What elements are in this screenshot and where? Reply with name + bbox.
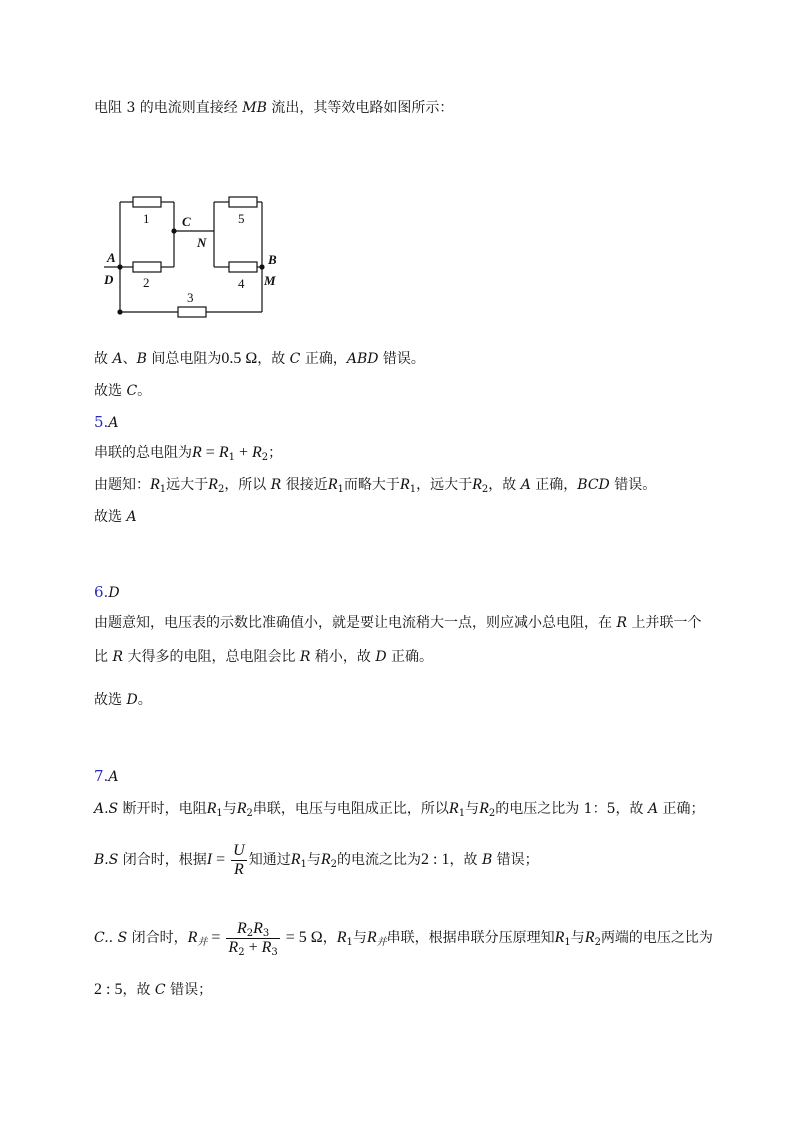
q7-option-c: C.. S 闭合时，$R_并$ = $\frac{R_2R_3}{R_2 + R_3}$ = 5 Ω，$R_1$与$R_并$串联，根据串联分压原理知$R_1$与$R_2$两端的电压之比为 [94, 919, 713, 958]
intro-line: 电阻 3 的电流则直接经 MB 流出，其等效电路如图所示： [94, 100, 454, 116]
conclusion-line: 故 A、B 间总电阻为0.5 Ω，故 C 正确，ABD 错误。 [94, 350, 425, 367]
q5-series-resistance: 串联的总电阻为$R = R_1 + R_2$； [94, 444, 283, 463]
resistor-4 [229, 262, 257, 272]
label-r2: 2 [143, 275, 150, 290]
q7-option-c-continued: 2 : 5，故 C 错误； [94, 981, 213, 998]
label-M: M [264, 273, 276, 288]
label-A: A [107, 250, 116, 265]
label-r4: 4 [238, 276, 245, 291]
label-B: B [268, 252, 277, 267]
resistor-3 [178, 307, 206, 317]
equivalent-circuit-diagram [98, 185, 288, 325]
answer-line-4: 故选 C。 [94, 383, 152, 399]
resistor-2 [133, 262, 161, 272]
label-N: N [197, 235, 207, 250]
answer-line-5: 故选 A [94, 509, 137, 525]
resistor-5 [229, 197, 257, 207]
question-7-heading: 7.A [94, 767, 119, 785]
label-r1: 1 [143, 211, 150, 226]
q6-explanation-2: 比 R 大得多的电阻，总电阻会比 R 稍小，故 D 正确。 [94, 649, 434, 665]
label-D: D [104, 272, 114, 287]
question-6-heading: 6.D [94, 583, 120, 601]
q5-explanation: 由题知：$R_1$远大于$R_2$，所以 R 很接近$R_1$而略大于$R_1$，远大于$R_2$，故 A 正确，BCD 错误。 [94, 476, 657, 495]
question-5-heading: 5.A [94, 413, 119, 431]
resistor-1 [133, 197, 161, 207]
label-r5: 5 [238, 211, 245, 226]
q7-option-a: A.S 断开时，电阻$R_1$与$R_2$串联，电压与电阻成正比，所以$R_1$与$R_2$的电压之比为 1：5，故 A 正确； [94, 800, 705, 819]
label-r3: 3 [187, 290, 194, 305]
label-C: C [182, 214, 191, 229]
answer-line-6: 故选 D。 [94, 692, 152, 708]
q6-explanation-1: 由题意知，电压表的示数比准确值小，就是要让电流稍大一点，则应减小总电阻，在 R 上并联一个 [94, 615, 702, 631]
q7-option-b: B.S 闭合时，根据I = $\frac{U}{R}$ 知通过$R_1$与$R_2$的电流之比为2 : 1，故 B 错误； [94, 841, 539, 878]
